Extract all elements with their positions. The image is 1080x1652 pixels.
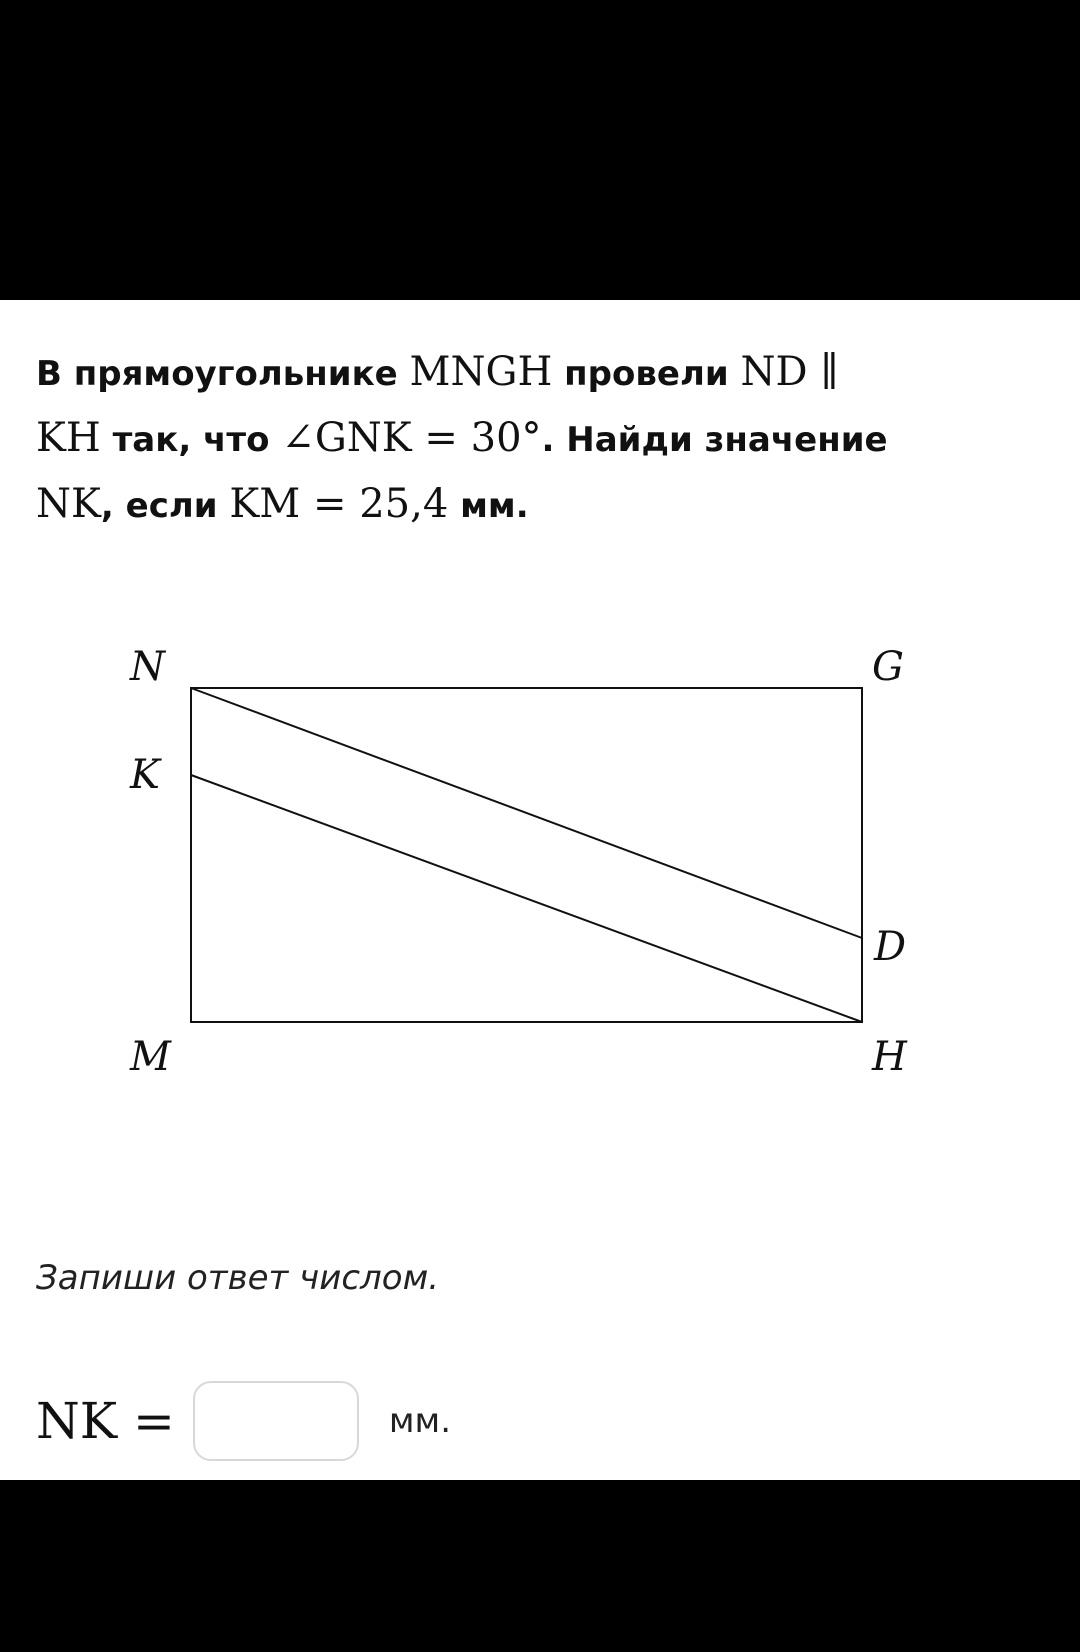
problem-math: NK [36, 481, 101, 527]
problem-statement [36, 340, 1036, 538]
vertex-label-m: M [130, 1034, 171, 1080]
answer-label: NK = [36, 1392, 175, 1450]
problem-math: MNGH [409, 349, 553, 395]
answer-input[interactable] [193, 1381, 359, 1461]
task-card [0, 300, 1080, 1480]
vertex-label-g: G [872, 644, 904, 690]
vertex-label-d: D [874, 924, 907, 970]
answer-row [36, 1376, 451, 1466]
rectangle-mngh [191, 688, 862, 1022]
problem-text: так, что [100, 420, 282, 460]
answer-instruction: Запиши ответ числом. [36, 1258, 440, 1298]
problem-math: KH [36, 415, 101, 461]
answer-unit: мм. [388, 1401, 452, 1441]
top-black-bar [0, 0, 1080, 300]
rectangle-figure [0, 640, 1080, 1100]
problem-text: мм. [448, 486, 529, 526]
problem-math: ND ∥ [740, 349, 839, 395]
problem-math: ∠GNK = 30° [281, 415, 542, 461]
problem-text: В прямоугольнике [36, 354, 410, 394]
problem-text: . Найди значение [541, 420, 888, 460]
vertex-label-n: N [130, 644, 165, 690]
problem-math: KM = 25,4 [229, 481, 449, 527]
bottom-black-bar [0, 1480, 1080, 1652]
problem-text: , если [100, 486, 230, 526]
vertex-label-h: H [872, 1034, 907, 1080]
vertex-label-k: K [130, 752, 160, 798]
problem-text: провели [552, 354, 741, 394]
